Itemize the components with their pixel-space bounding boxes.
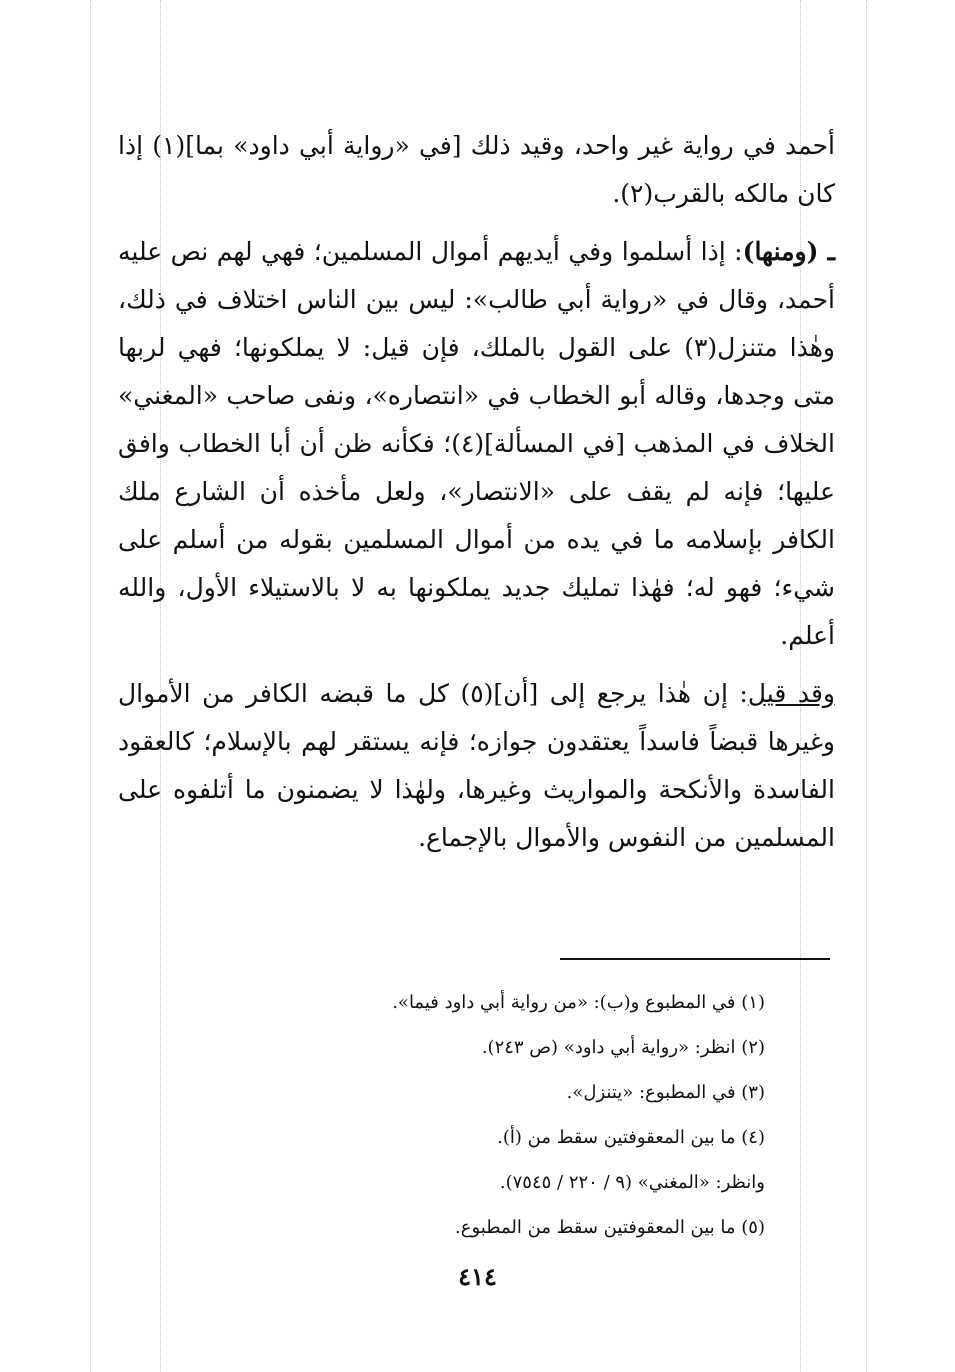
footnote-4: (٤) ما بين المعقوفتين سقط من (أ).: [497, 1127, 765, 1148]
paragraph-2-text: : إذا أسلموا وفي أيديهم أموال المسلمين؛ فهي لهم نص عليه أحمد، وقال في «رواية أبي طالب»: ليس بين الناس اختلاف في ذلك، وهٰذا متنزل(٣) على القول بالملك، فإن قيل: لا يملكونها؛ فهي لربها متى وجدها، وقاله أبو الخطاب في «انتصاره»، ونفى صاحب «المغني» الخلاف في المذهب [في المسألة](٤)؛ فكأنه ظن أن أبا الخطاب وافق عليها؛ فإنه لم يقف على «الانتصار»، ولعل مأخذه أن الشارع ملك الكافر بإسلامه ما في يده من أموال المسلمين بقوله من أسلم على شيء؛ فهو له؛ فهٰذا تمليك جديد يملكونها به لا بالاستيلاء الأول، والله أعلم.: [118, 237, 835, 650]
footnote-4-continued: وانظر: «المغني» (٩ / ٢٢٠ / ٧٥٤٥).: [499, 1172, 765, 1193]
guide-line-left: [90, 0, 91, 1372]
footnote-5: (٥) ما بين المعقوفتين سقط من المطبوع.: [455, 1217, 765, 1238]
paragraph-2-heading: ـ (ومنها): [742, 237, 835, 266]
footnotes: [300, 980, 765, 1250]
footnote-1: (١) في المطبوع و(ب): «من رواية أبي داود فيما».: [392, 992, 765, 1013]
footnote-separator: [560, 958, 830, 960]
main-text: [118, 122, 835, 862]
footnote-3: (٣) في المطبوع: «يتنزل».: [566, 1082, 765, 1103]
paragraph-2: [118, 228, 835, 660]
paragraph-1: [118, 122, 835, 218]
paragraph-3-heading: وقد قيل: [747, 679, 835, 708]
page-number: ٤١٤: [458, 1262, 497, 1291]
paragraph-3-text: : إن هٰذا يرجع إلى [أن](٥) كل ما قبضه الكافر من الأموال وغيرها قبضاً فاسداً يعتقدون جوازه؛ فإنه يستقر لهم بالإسلام؛ كالعقود الفاسدة والأنكحة والمواريث وغيرها، ولهٰذا لا يضمنون ما أتلفوه على المسلمين من النفوس والأموال بالإجماع.: [118, 679, 836, 852]
paragraph-3: [118, 670, 835, 862]
paragraph-1-text: أحمد في رواية غير واحد، وقيد ذلك [في «رواية أبي داود» بما](١) إذا كان مالكه بالقرب(٢).: [118, 131, 835, 208]
guide-line-right: [866, 0, 867, 1372]
footnote-2: (٢) انظر: «رواية أبي داود» (ص ٢٤٣).: [481, 1037, 765, 1058]
